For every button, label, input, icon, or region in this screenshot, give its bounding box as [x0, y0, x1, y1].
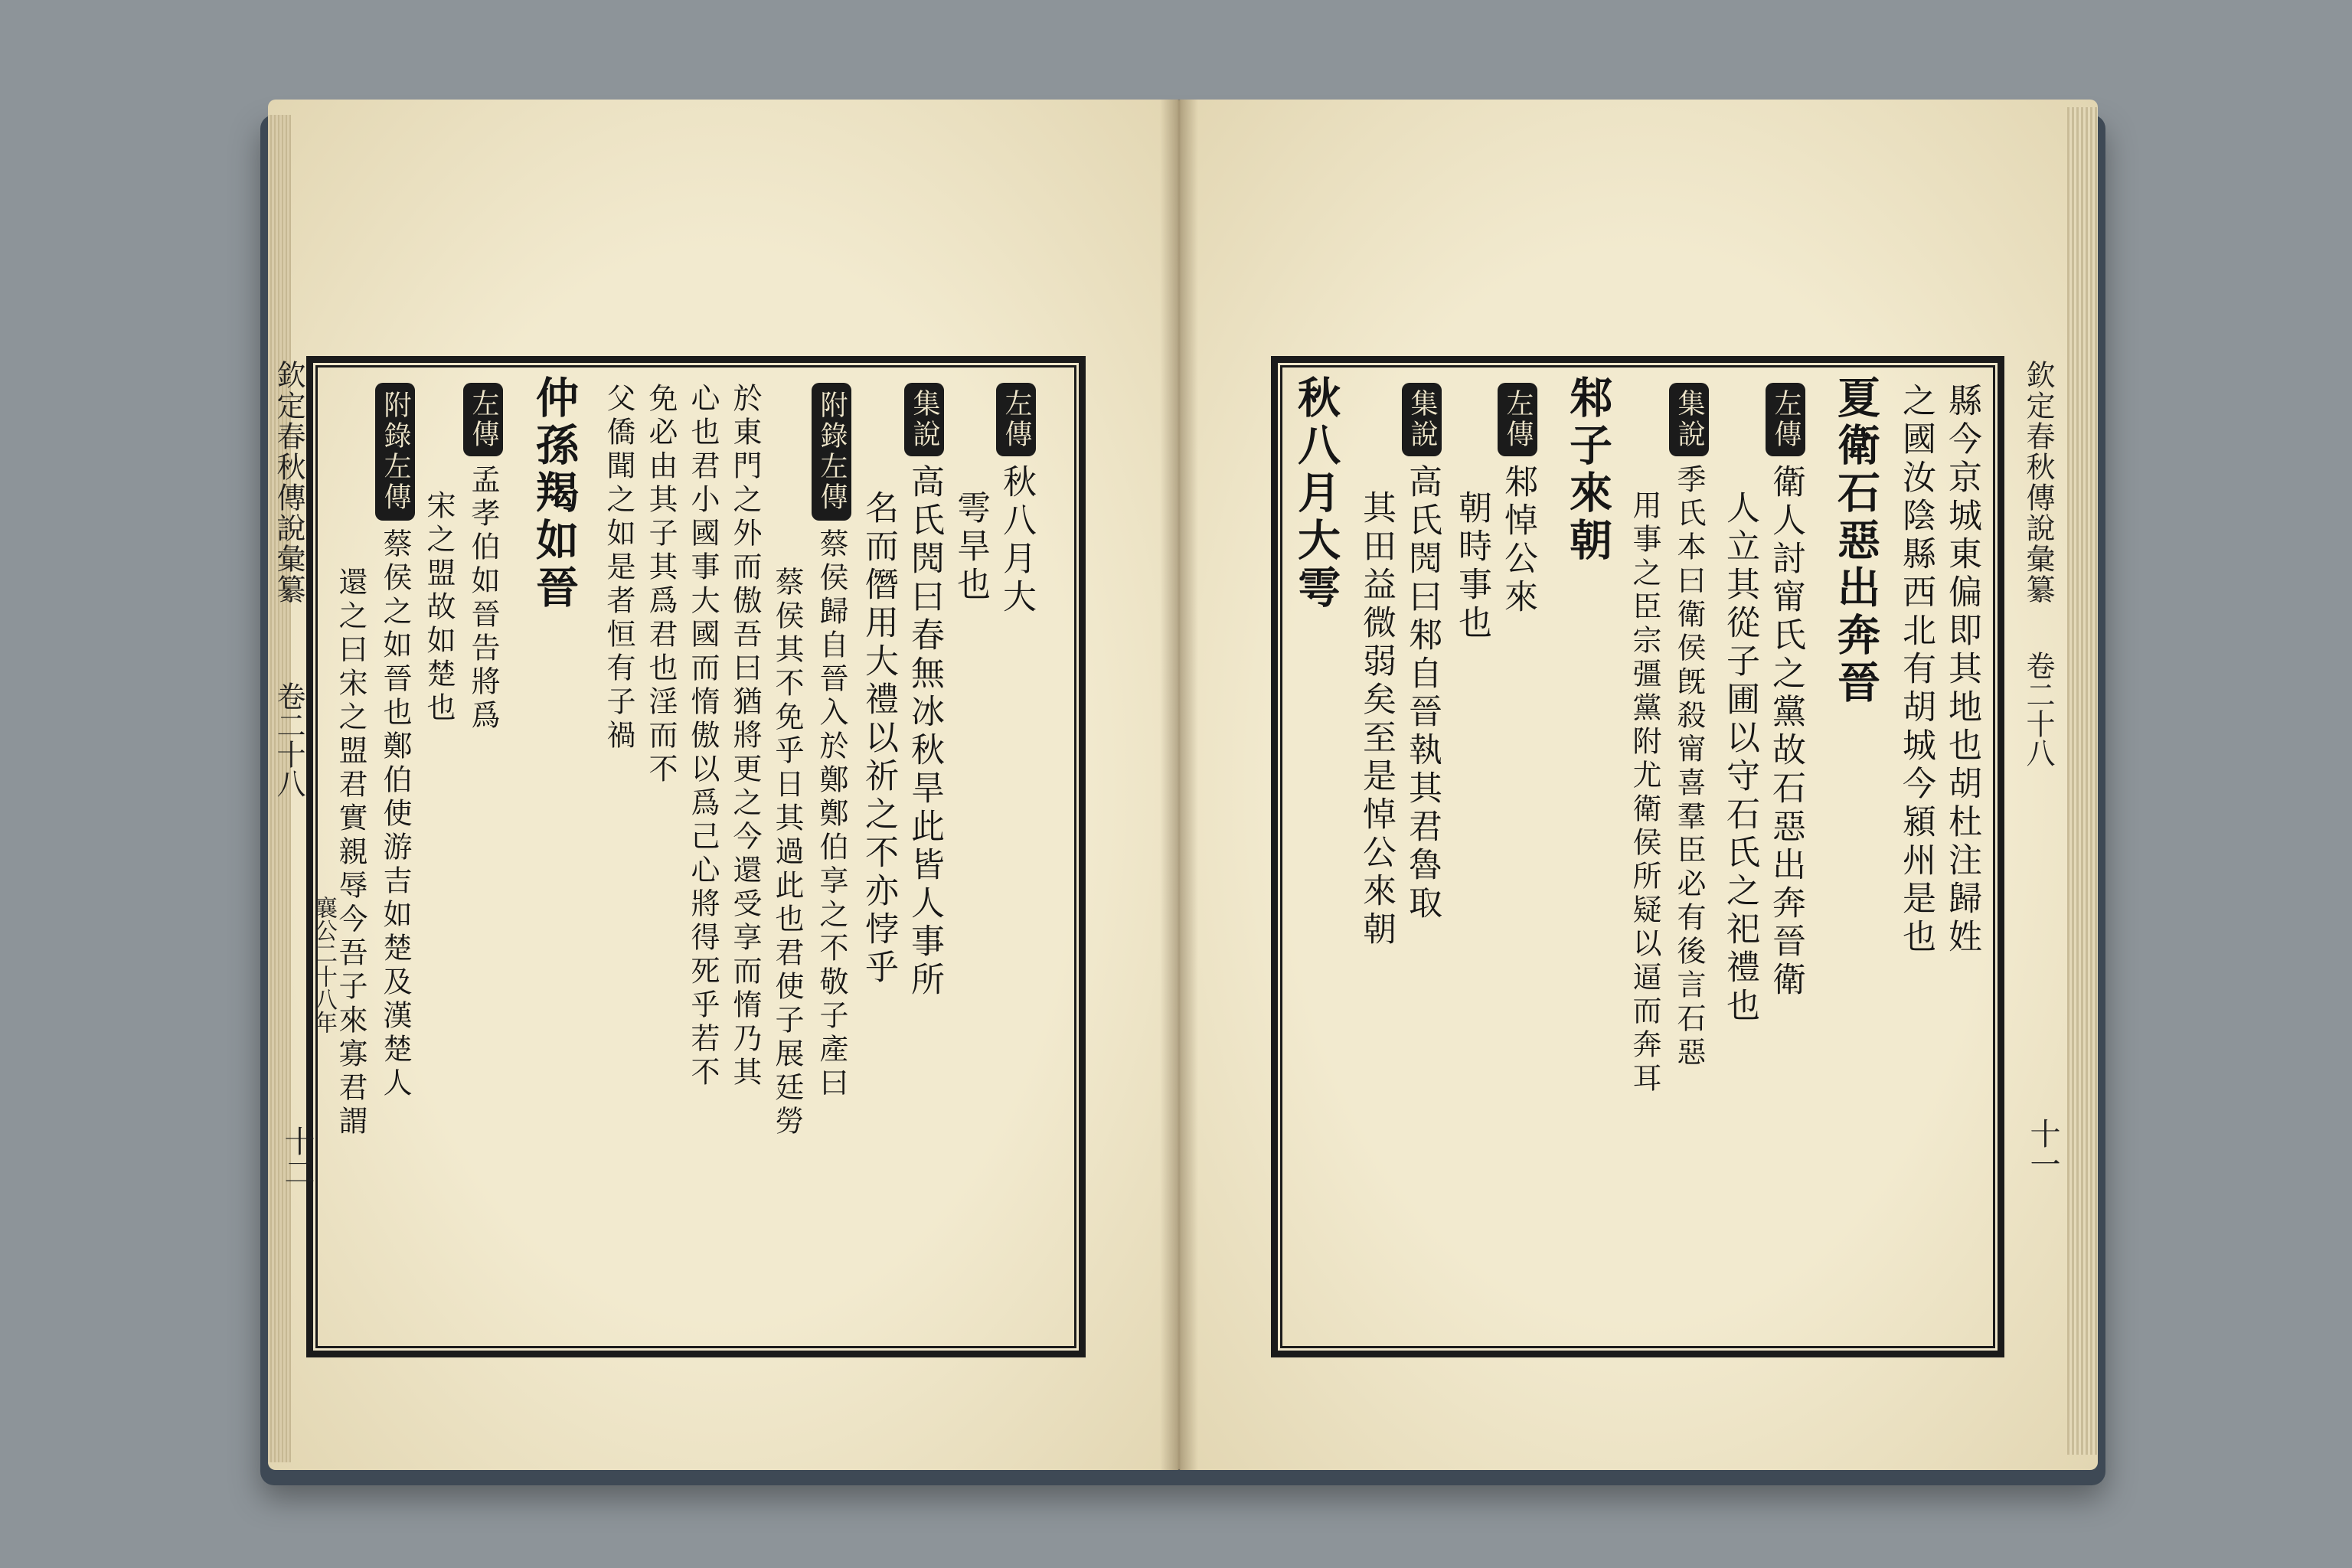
right-col-6: 集說季氏本曰衛侯旣殺甯喜羣臣必有後言石惡	[1669, 383, 1709, 1070]
book-gutter	[1160, 100, 1198, 1470]
right-col-11: 集說高氏閌曰邾自晉執其君魯取	[1401, 383, 1442, 923]
right-col-5: 人立其從子圃以守石氏之祀禮也	[1720, 490, 1759, 1026]
jishuo-tag: 集說	[1669, 383, 1709, 456]
right-heading-3: 秋八月大雩	[1291, 375, 1341, 612]
right-col-9: 左傳邾悼公來	[1497, 383, 1538, 617]
zuozhuan-tag: 左傳	[463, 383, 503, 456]
left-year-label: 襄公二十八年	[310, 896, 337, 1034]
left-col-12: 左傳孟孝伯如晉告將爲	[463, 383, 503, 733]
right-col-7: 用事之臣宗彊黨附尤衛侯所疑以逼而奔耳	[1628, 490, 1661, 1096]
left-col-3: 集說高氏閌曰春無冰秋旱此皆人事所	[903, 383, 945, 1000]
right-heading-2: 邾子來朝	[1563, 375, 1613, 565]
left-col-5: 附錄左傳蔡侯歸自晉入於鄭鄭伯享之不敬子產曰	[812, 383, 851, 1101]
left-col-2: 雩旱也	[951, 490, 990, 605]
jishuo-tag: 集說	[1402, 383, 1442, 456]
fulu-zuozhuan-tag: 附錄左傳	[812, 383, 851, 521]
right-chapter-label: 卷二十八	[2021, 651, 2055, 767]
left-col-15: 還之曰宋之盟君實親辱今吾子來寡君謂	[334, 567, 368, 1139]
right-col-1: 縣今京城東偏即其地也胡杜注歸姓	[1942, 383, 1981, 957]
left-leaf-number: 十二	[279, 1125, 315, 1187]
left-col-7: 於東門之外而傲吾曰猶將更之今還受享而惰乃其	[728, 383, 762, 1090]
left-col-1: 左傳秋八月大	[995, 383, 1037, 617]
left-margin-title: 欽定春秋傳說彙纂	[272, 360, 305, 605]
left-col-14: 附錄左傳蔡侯之如晉也鄭伯使游吉如楚及漢楚人	[375, 383, 415, 1101]
jishuo-tag: 集說	[904, 383, 944, 456]
left-col-13: 宋之盟故如楚也	[422, 490, 456, 726]
right-col-4: 左傳衛人討甯氏之黨故石惡出奔晉衛	[1765, 383, 1806, 1000]
left-col-6: 蔡侯其不免乎日其過此也君使子展廷勞	[770, 567, 804, 1139]
left-chapter-label: 卷二十八	[272, 681, 305, 798]
left-col-4: 名而僭用大禮以祈之不亦悖乎	[859, 490, 898, 988]
zuozhuan-tag: 左傳	[1766, 383, 1805, 456]
zuozhuan-tag: 左傳	[996, 383, 1036, 456]
right-col-12: 其田益微弱矣至是悼公來朝	[1357, 490, 1396, 949]
right-heading-1: 夏衛石惡出奔晉	[1831, 375, 1881, 707]
right-leaf-number: 十一	[2025, 1118, 2060, 1179]
fulu-zuozhuan-tag: 附錄左傳	[375, 383, 415, 521]
left-col-9: 免必由其子其爲君也淫而不	[644, 383, 678, 787]
right-margin-title: 欽定春秋傳說彙纂	[2021, 360, 2055, 605]
left-col-8: 心也君小國事大國而惰傲以爲己心將得死乎若不	[686, 383, 720, 1090]
right-page-edges	[2067, 107, 2098, 1455]
left-heading-1: 仲孫羯如晉	[529, 375, 580, 612]
zuozhuan-tag: 左傳	[1498, 383, 1537, 456]
left-col-10: 父僑聞之如是者恒有子禍	[602, 383, 635, 753]
right-col-10: 朝時事也	[1452, 490, 1491, 643]
right-col-2: 之國汝陰縣西北有胡城今潁州是也	[1896, 383, 1936, 957]
